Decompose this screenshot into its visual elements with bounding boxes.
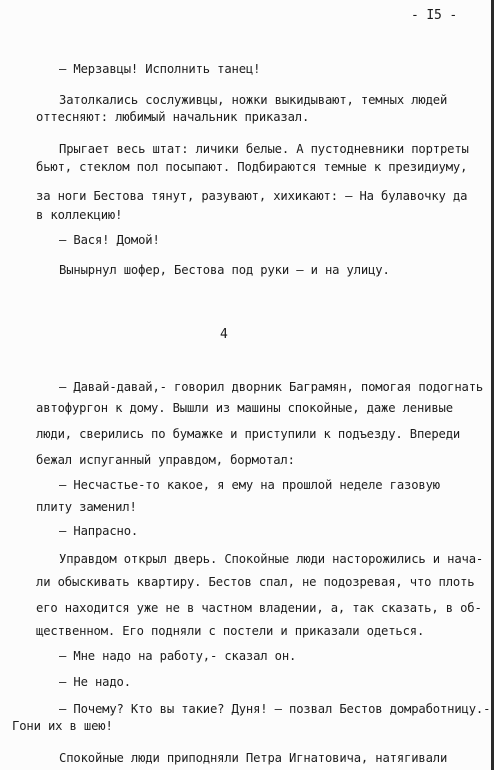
section-number: 4 xyxy=(220,327,228,342)
page-number: - I5 - xyxy=(411,8,458,23)
text-line: плиту заменил! xyxy=(36,500,137,514)
text-line: – Почему? Кто вы такие? Дуня! – позвал Бестов домработницу.- xyxy=(59,702,491,716)
text-line: за ноги Бестова тянут, разувают, хихикают: – На булавочку да xyxy=(36,189,468,203)
text-line: автофургон к дому. Вышли из машины спокойные, даже ленивые xyxy=(36,401,453,415)
text-line: Гони их в шею! xyxy=(12,719,113,733)
text-line: люди, сверились по бумажке и приступили к подъезду. Впереди xyxy=(36,427,461,441)
text-line: Управдом открыл дверь. Спокойные люди насторожились и нача- xyxy=(59,552,484,566)
text-line: бежал испуганный управдом, бормотал: xyxy=(36,453,295,467)
text-line: Вынырнул шофер, Бестова под руки – и на улицу. xyxy=(59,263,390,277)
text-line: – Не надо. xyxy=(59,675,131,689)
text-line: – Напрасно. xyxy=(59,524,139,538)
text-line: – Мерзавцы! Исполнить танец! xyxy=(59,62,261,76)
text-line: Спокойные люди приподняли Петра Игнатовича, натягивали xyxy=(59,751,448,765)
text-line: – Мне надо на работу,- сказал он. xyxy=(59,649,297,663)
text-line: – Вася! Домой! xyxy=(59,233,160,247)
text-line: Затолкались сослуживцы, ножки выкидывают, темных людей xyxy=(59,93,448,107)
text-line: ли обыскивать квартиру. Бестов спал, не подозревая, что плоть xyxy=(36,575,475,589)
text-line: его находится уже не в частном владении, а, так сказать, в об- xyxy=(36,601,482,615)
text-line: бьют, стеклом пол посыпают. Подбираются темные к президиуму, xyxy=(36,160,468,174)
text-line: – Несчастье-то какое, я ему на прошлой неделе газовую xyxy=(59,478,440,492)
text-line: – Давай-давай,- говорил дворник Баграмян, помогая подогнать xyxy=(59,380,484,394)
text-line: оттесняют: любимый начальник приказал. xyxy=(36,110,310,124)
text-line: щественном. Его подняли с постели и приказали одеться. xyxy=(36,624,425,638)
text-line: в коллекцию! xyxy=(36,208,123,222)
text-line: Прыгает весь штат: личики белые. А пустодневники портреты xyxy=(59,142,469,156)
